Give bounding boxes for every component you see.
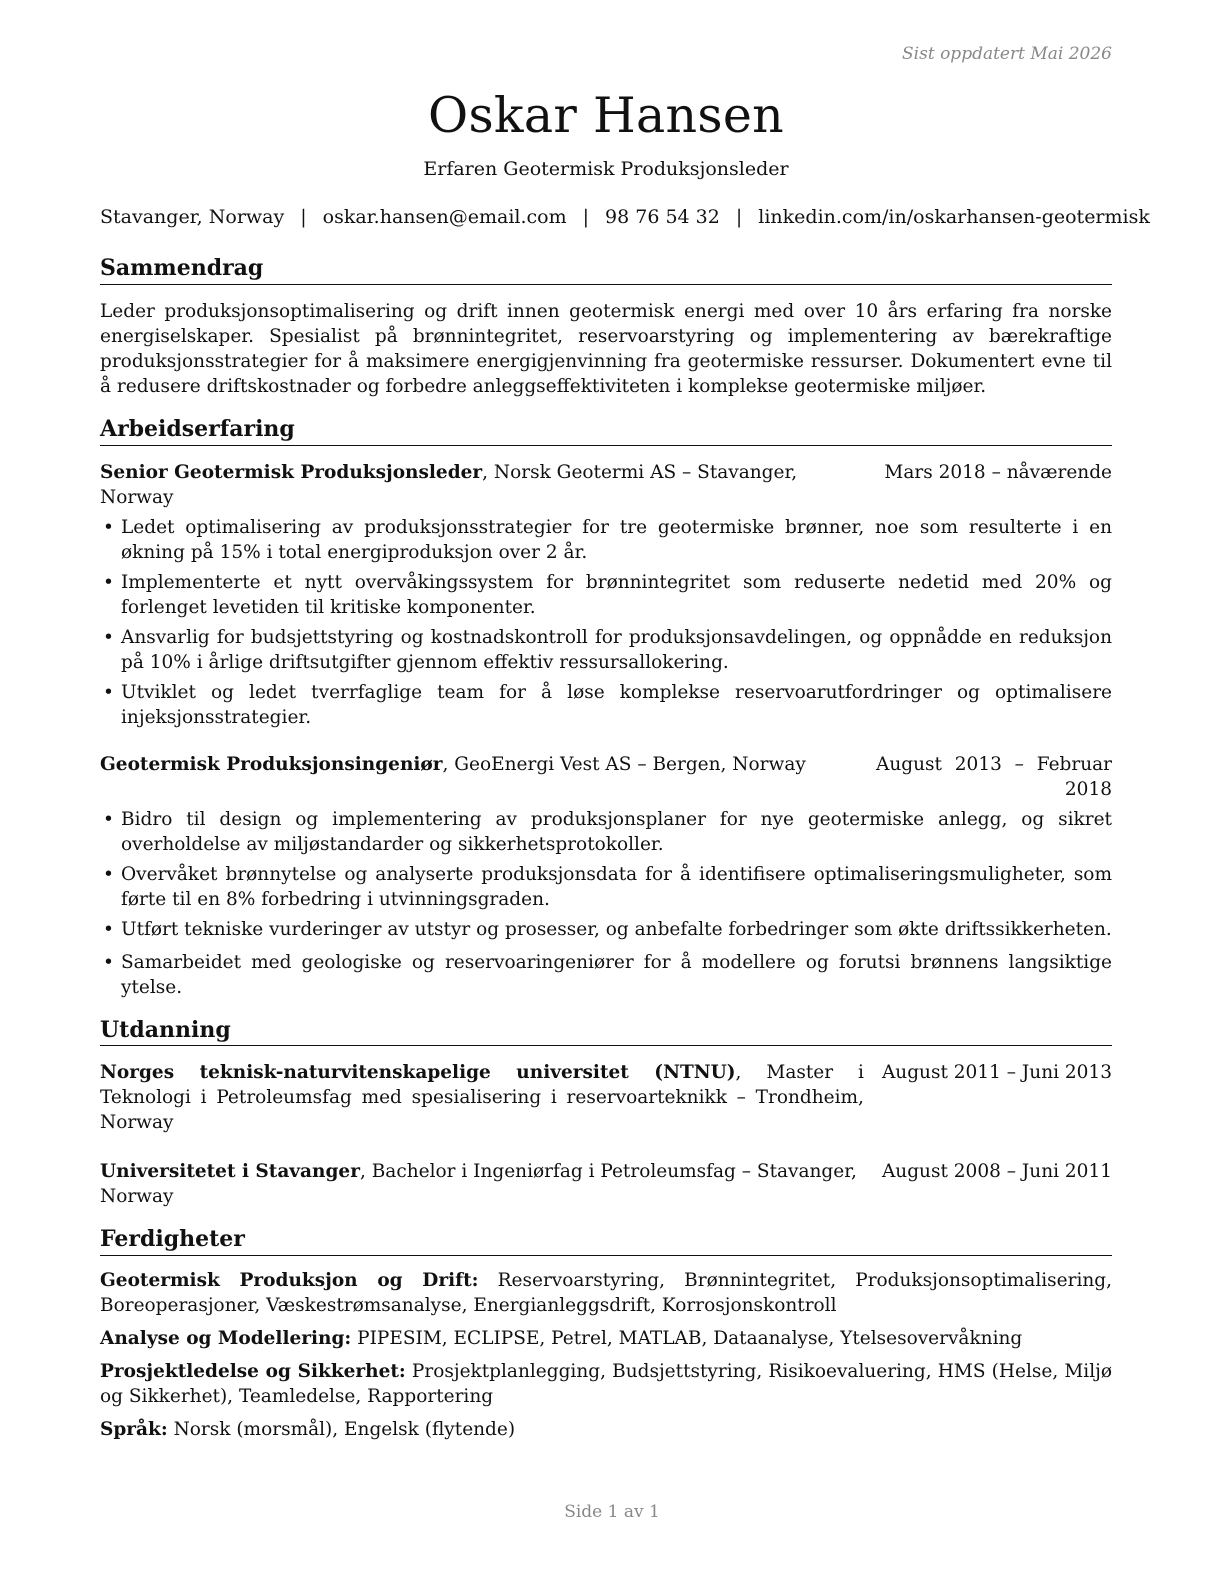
job-bullet: • Implementerte et nytt overvåkingssystem for brønnintegritet som reduserte nedetid med 20% og forlenget levetiden til kritiske komponenter. <box>100 570 1112 620</box>
job-role: Senior Geotermisk Produksjonsleder <box>100 461 483 483</box>
job-bullet: • Utført tekniske vurderinger av utstyr og prosesser, og anbefalte forbedringer som økte driftssikkerheten. <box>100 917 1112 942</box>
job-entry <box>100 460 1112 730</box>
education-detail: , Master i Teknologi i Petroleumsfag med spesialisering i reservoarteknikk – Trondheim, Norway <box>100 1062 864 1134</box>
education-entry <box>100 1060 1112 1135</box>
education-detail: , Bachelor i Ingeniørfag i Petroleumsfag – Stavanger, Norway <box>100 1161 857 1208</box>
education-entry <box>100 1159 1112 1209</box>
last-updated: Sist oppdatert Mai 2026 <box>902 44 1112 64</box>
contact-separator: | <box>300 206 307 229</box>
summary-title: Sammendrag <box>100 254 1112 285</box>
contact-separator: | <box>735 206 743 229</box>
experience-section <box>100 415 1112 1000</box>
skill-label: Geotermisk Produksjon og Drift: <box>100 1269 479 1291</box>
education-section <box>100 1016 1112 1210</box>
skill-label: Språk: <box>100 1418 168 1440</box>
contact-email[interactable]: oskar.hansen@email.com <box>322 206 567 229</box>
education-dates: August 2011 – Juni 2013 <box>881 1062 1112 1084</box>
job-dates: August 2013 – Februar 2018 <box>876 753 1112 800</box>
skill-value: Norsk (morsmål), Engelsk (flytende) <box>173 1418 516 1440</box>
contact-separator: | <box>582 206 590 229</box>
job-bullet: • Ledet optimalisering av produksjonsstrategier for tre geotermiske brønner, noe som resulterte i en økning på 15% i total energiproduksjon over 2 år. <box>100 515 1112 565</box>
skills-section <box>100 1225 1112 1442</box>
education-title: Utdanning <box>100 1016 1112 1047</box>
skills-title: Ferdigheter <box>100 1225 1112 1256</box>
job-bullets <box>100 515 1112 730</box>
job-company: , GeoEnergi Vest AS – Bergen, Norway <box>442 753 806 775</box>
job-header <box>100 752 1112 802</box>
skill-row <box>100 1268 1112 1318</box>
summary-text: Leder produksjonsoptimalisering og drift innen geotermisk energi med over 10 års erfaring fra norske energiselskaper. Spesialist på brønnintegritet, reservoarstyring og implementering av bærekraftige produksjonsstrategier for å maksimere energigjenvinning fra geotermiske ressurser. Dokumentert evne til å redusere driftskostnader og forbedre anleggseffektiviteten i komplekse geotermiske miljøer. <box>100 300 1112 397</box>
candidate-tagline: Erfaren Geotermisk Produksjonsleder <box>423 158 789 181</box>
job-bullet: • Samarbeidet med geologiske og reservoaringeniører for å modellere og forutsi brønnens langsiktige ytelse. <box>100 950 1112 1000</box>
education-school: Norges teknisk-naturvitenskapelige universitet (NTNU) <box>100 1062 736 1084</box>
skill-value: PIPESIM, ECLIPSE, Petrel, MATLAB, Dataanalyse, Ytelsesovervåkning <box>357 1327 1023 1349</box>
job-company: , Norsk Geotermi AS – Stavanger, Norway <box>100 461 798 508</box>
job-dates: Mars 2018 – nåværende <box>884 461 1112 483</box>
contact-phone: 98 76 54 32 <box>605 206 720 229</box>
job-bullet: • Overvåket brønnytelse og analyserte produksjonsdata for å identifisere optimaliseringsmuligheter, som førte til en 8% forbedring i utvinningsgraden. <box>100 862 1112 912</box>
contact-line <box>100 206 1150 229</box>
skill-label: Prosjektledelse og Sikkerhet: <box>100 1360 406 1382</box>
job-role: Geotermisk Produksjonsingeniør <box>100 753 443 775</box>
education-school: Universitetet i Stavanger <box>100 1161 360 1183</box>
skill-row <box>100 1359 1112 1409</box>
resume-page <box>100 0 1150 1442</box>
skill-label: Analyse og Modellering: <box>100 1327 352 1349</box>
job-entry <box>100 752 1112 1000</box>
contact-location: Stavanger, Norway <box>100 206 285 229</box>
job-bullet: • Ansvarlig for budsjettstyring og kostnadskontroll for produksjonsavdelingen, og oppnådde en reduksjon på 10% i årlige driftsutgifter gjennom effektiv ressursallokering. <box>100 625 1112 675</box>
job-header <box>100 460 1112 510</box>
summary-section <box>100 254 1112 399</box>
education-dates: August 2008 – Juni 2011 <box>881 1161 1112 1183</box>
contact-linkedin[interactable]: linkedin.com/in/oskarhansen-geotermisk <box>758 206 1150 229</box>
skill-row <box>100 1417 1112 1442</box>
job-bullets <box>100 807 1112 1000</box>
skill-value: Prosjektplanlegging, Budsjettstyring, Risikoevaluering, HMS (Helse, Miljø og Sikkerhet), Teamledelse, Rapportering <box>100 1360 1112 1407</box>
job-bullet: • Utviklet og ledet tverrfaglige team for å løse komplekse reservoarutfordringer og optimalisere injeksjonsstrategier. <box>100 680 1112 730</box>
job-bullet: • Bidro til design og implementering av produksjonsplaner for nye geotermiske anlegg, og sikret overholdelse av miljøstandarder og sikkerhetsprotokoller. <box>100 807 1112 857</box>
skill-value: Reservoarstyring, Brønnintegritet, Produksjonsoptimalisering, Boreoperasjoner, Væskestrømsanalyse, Energianleggsdrift, Korrosjonskontroll <box>100 1269 1112 1316</box>
experience-title: Arbeidserfaring <box>100 415 1112 446</box>
page-number: Side 1 av 1 <box>564 1502 660 1522</box>
skill-row <box>100 1326 1112 1351</box>
candidate-name: Oskar Hansen <box>427 87 785 144</box>
